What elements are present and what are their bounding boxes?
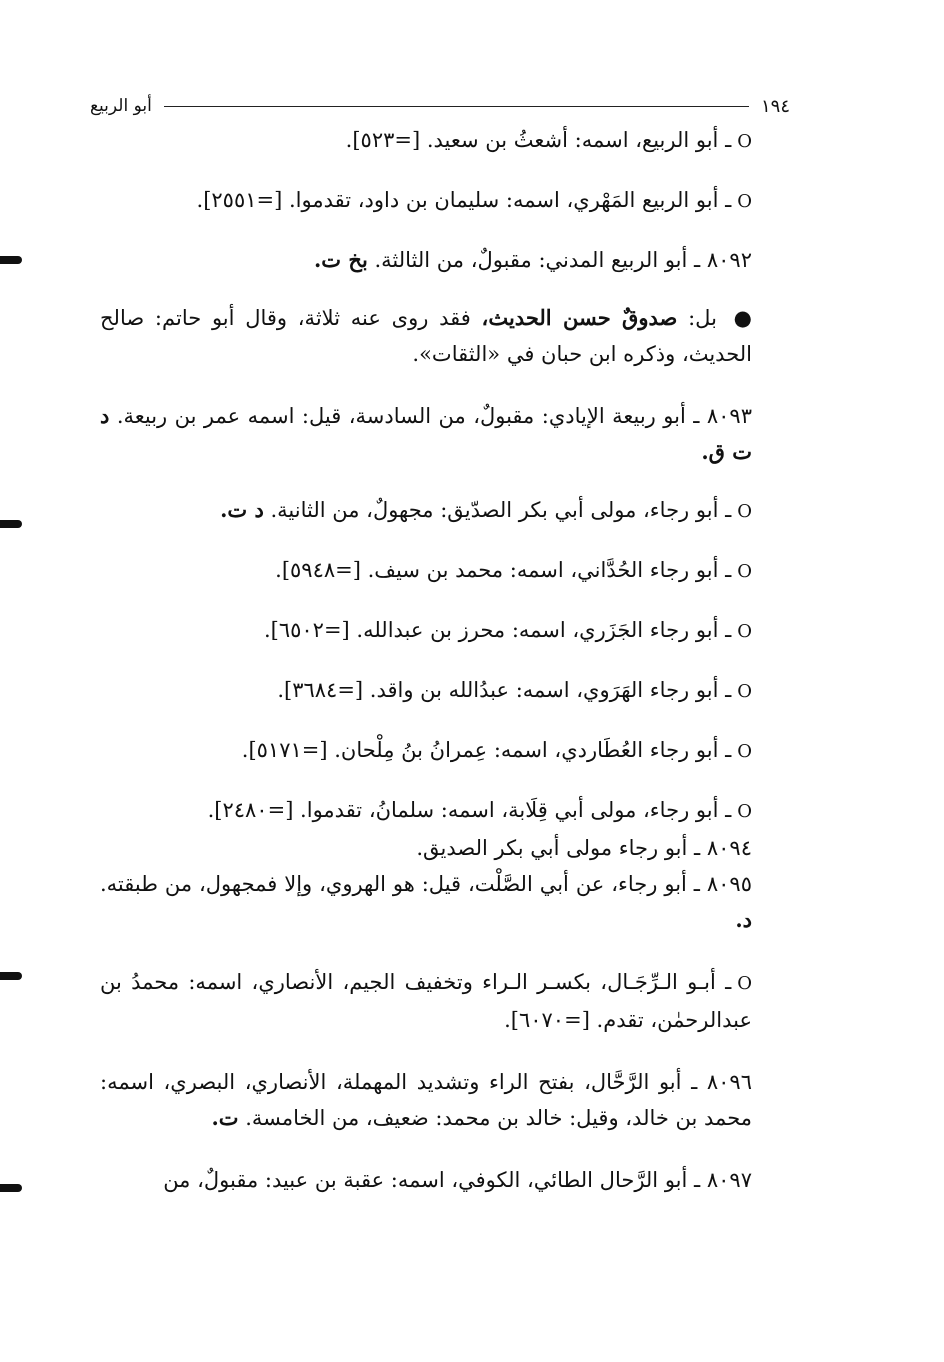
entry-cross-ref <box>100 964 790 1038</box>
note-lead: بل: <box>688 306 717 330</box>
entry-cross-ref <box>100 672 790 710</box>
entry-cross-ref <box>100 122 790 160</box>
entry-numbered <box>100 242 790 278</box>
open-circle-icon: O <box>737 973 752 994</box>
entry-text: ـ أبو رجاء العُطَاردي، اسمه: عِمرانُ بنُ مِلْحان. [=٥١٧١]. <box>241 738 732 762</box>
entry-number: ٨٠٩٥ <box>706 872 752 896</box>
entry-text: ـ أبو الرَّحال الطائي، الكوفي، اسمه: عقبة بن عبيد: مقبولٌ، من <box>163 1168 701 1192</box>
entry-number: ٨٠٩٢ <box>706 248 752 272</box>
entry-cross-ref <box>100 792 790 830</box>
entry-cross-ref <box>100 492 790 530</box>
entry-number: ٨٠٩٧ <box>706 1168 752 1192</box>
page-number: ١٩٤ <box>760 95 790 117</box>
open-circle-icon: O <box>737 801 752 822</box>
entry-text: ـ أبو رجاء، مولى أبي بكر الصدّيق: مجهولٌ، من الثانية. <box>270 498 732 522</box>
entry-sigla: د ت ق. <box>100 403 752 464</box>
entry-cross-ref <box>100 182 790 220</box>
entry-sigla: بخ ت. <box>314 247 368 272</box>
entry-sigla: د. <box>735 907 752 932</box>
entry-numbered <box>100 398 790 470</box>
entry-numbered <box>100 866 790 938</box>
note-bold: صدوقٌ حسن الحديث، <box>481 305 678 330</box>
entry-numbered <box>100 1064 790 1136</box>
header-rule <box>164 106 749 107</box>
entry-text: ـ أبو الربيع، اسمه: أشعثُ بن سعيد. [=٥٢٣]. <box>345 128 732 152</box>
open-circle-icon: O <box>737 501 752 522</box>
entry-cross-ref <box>100 552 790 590</box>
open-circle-icon: O <box>737 741 752 762</box>
entry-text: ـ أبو الربيع المدني: مقبولٌ، من الثالثة. <box>374 248 701 272</box>
entry-cross-ref <box>100 732 790 770</box>
entry-sigla: ت. <box>211 1105 239 1130</box>
entry-number: ٨٠٩٣ <box>706 404 752 428</box>
entry-number: ٨٠٩٦ <box>706 1070 752 1094</box>
entry-text: ـ أبو رجاء الهَرَوي، اسمه: عبدُالله بن واقد. [=٣٦٨٤]. <box>277 678 732 702</box>
entry-text: ـ أبو الرَّحَّال، بفتح الراء وتشديد المهملة، الأنصاري، البصري، اسمه: محمد بن خالد، وقيل: خالد بن محمد: ضعيف، من الخامسة. <box>100 1070 752 1130</box>
entry-text: ـ أبو رجاء مولى أبي بكر الصديق. <box>416 836 701 860</box>
entry-text: ـ أبو الربيع المَهْري، اسمه: سليمان بن داود، تقدموا. [=٢٥٥١]. <box>196 188 732 212</box>
entry-text: ـ أبو ربيعة الإيادي: مقبولٌ، من السادسة، قيل: اسمه عمر بن ربيعة. <box>116 404 700 428</box>
open-circle-icon: O <box>737 681 752 702</box>
entry-text: ـ أبو رجاء، مولى أبي قِلَابة، اسمه: سلمانُ، تقدموا. [=٢٤٨٠]. <box>207 798 732 822</box>
entry-numbered <box>100 830 790 866</box>
entry-editor-note <box>100 300 790 372</box>
filled-circle-icon: ● <box>733 306 752 330</box>
open-circle-icon: O <box>737 191 752 212</box>
open-circle-icon: O <box>737 561 752 582</box>
entries-body <box>100 122 790 1198</box>
entry-text: ـ أبو رجاء، عن أبي الصَّلْت، قيل: هو الهروي، وإلا فمجهول، من طبقته. <box>100 872 700 896</box>
running-header <box>90 94 790 118</box>
entry-numbered <box>100 1162 790 1198</box>
margin-mark <box>0 1184 22 1192</box>
entry-text: فقد روى عنه ثلاثة، وقال أبو حاتم: صالح الحديث، وذكره ابن حبان في «الثقات». <box>100 306 752 366</box>
entry-number: ٨٠٩٤ <box>706 836 752 860</box>
entry-sigla: د ت. <box>220 497 264 522</box>
entry-text: ـ أبو رجاء الجَزَري، اسمه: محرز بن عبدالله. [=٦٥٠٢]. <box>263 618 732 642</box>
margin-mark <box>0 256 22 264</box>
margin-mark <box>0 972 22 980</box>
running-title: أبو الربيع <box>90 96 152 116</box>
entry-text: ـ أبـو الـرِّجَـال، بكسـر الـراء وتخفيف الجيم، الأنصاري، اسمه: محمدُ بن عبدالرحمٰن، تقدم. [=٦٠٧٠]. <box>100 970 752 1032</box>
open-circle-icon: O <box>737 131 752 152</box>
open-circle-icon: O <box>737 621 752 642</box>
entry-text: ـ أبو رجاء الحُدَّاني، اسمه: محمد بن سيف. [=٥٩٤٨]. <box>275 558 732 582</box>
entry-cross-ref <box>100 612 790 650</box>
margin-mark <box>0 520 22 528</box>
